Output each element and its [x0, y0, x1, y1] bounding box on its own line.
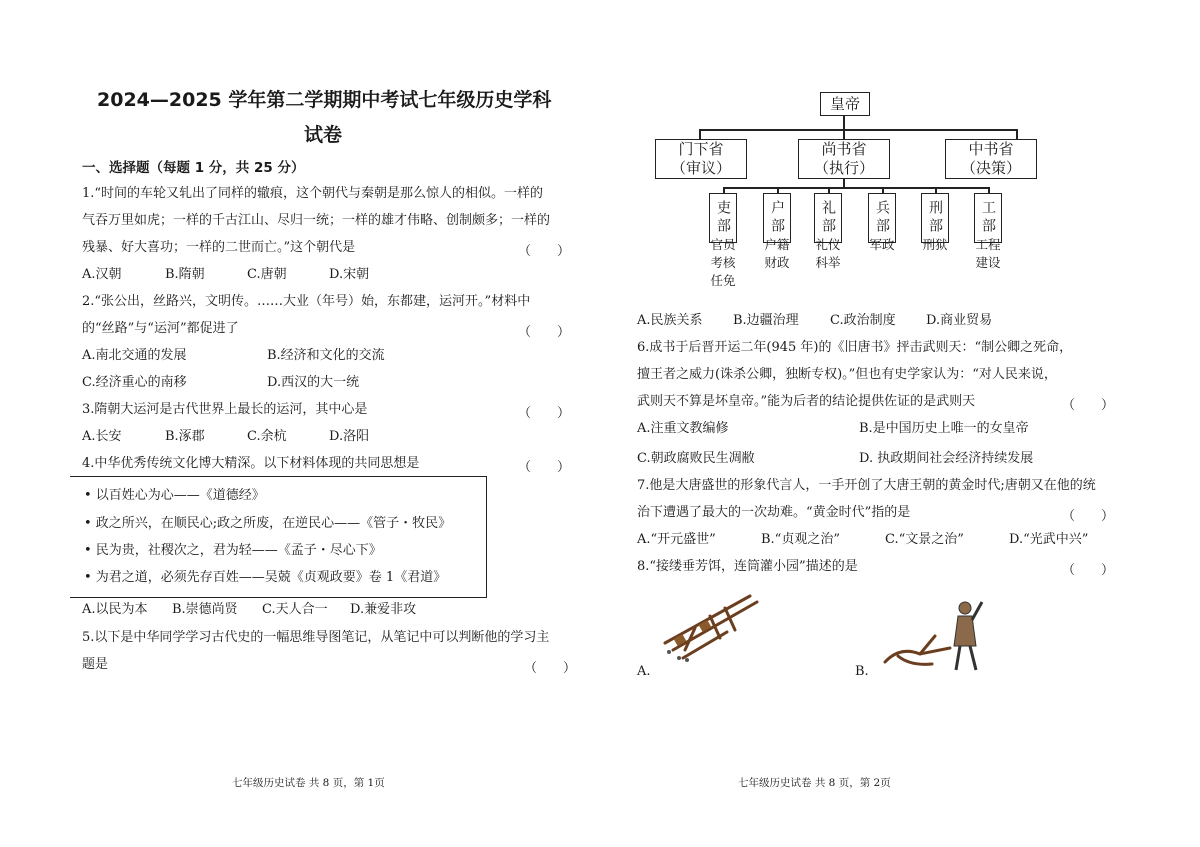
plough-illustration — [880, 596, 990, 676]
q5-option-d: D.商业贸易 — [926, 313, 993, 328]
q8-answer-blank: （ ） — [1062, 563, 1115, 578]
chart-dept-name: 刑部 — [927, 200, 943, 236]
q4-option-a: A.以民为本 — [82, 602, 148, 617]
q1-line3: 残暴、好大喜功；一样的二世而亡。”这个朝代是 — [82, 240, 356, 255]
q5-line2: 题是 — [82, 657, 109, 672]
q7-option-d: D.“光武中兴” — [1009, 532, 1089, 547]
q6-option-d: D. 执政期间社会经济持续发展 — [859, 451, 1034, 466]
chart-emperor-label: 皇帝 — [829, 94, 860, 113]
q4-quote-2: • 政之所兴，在顺民心;政之所废，在逆民心——《管子・牧民》 — [84, 516, 452, 531]
chart-shangshu-role: （执行） — [813, 159, 874, 177]
page-footer: 七年级历史试卷 共 8 页，第 2页 — [738, 777, 891, 789]
q4-quote-1: • 以百姓心为心——《道德经》 — [84, 488, 265, 503]
chart-zhongshu-box — [945, 139, 1037, 179]
q7-line2: 治下遭遇了最大的一次劫难。“黄金时代”指的是 — [637, 505, 911, 520]
chart-dept-duty: 工程建设 — [975, 237, 1001, 270]
q3-option-c: C.余杭 — [247, 429, 287, 444]
chart-dept-duty: 军政 — [869, 237, 895, 252]
q1-option-c: C.唐朝 — [247, 267, 287, 282]
q4-option-d: D.兼爱非攻 — [350, 602, 417, 617]
q3-option-b: B.涿郡 — [165, 429, 205, 444]
q6-option-b: B.是中国历史上唯一的女皇帝 — [859, 421, 1029, 436]
q3-line1: 3.隋朝大运河是古代世界上最长的运河，其中心是 — [82, 402, 368, 417]
q4-line1: 4.中华优秀传统文化博大精深。以下材料体现的共同思想是 — [82, 456, 420, 471]
q7-option-a: A.“开元盛世” — [637, 532, 716, 547]
q2-answer-blank: （ ） — [518, 325, 571, 340]
chart-dept-name: 户部 — [769, 200, 785, 236]
exam-title-suffix: 试卷 — [304, 124, 343, 146]
q7-option-b: B.“贞观之治” — [761, 532, 840, 547]
q5-option-c: C.政治制度 — [830, 313, 896, 328]
chart-dept-name: 兵部 — [874, 200, 890, 236]
q8-image-b-label: B. — [855, 664, 869, 679]
chart-connector — [699, 129, 1017, 131]
chart-connector — [723, 187, 988, 189]
q2-line2: 的“丝路”与“运河”都促进了 — [82, 321, 239, 336]
chart-dept-duty: 官员考核任免 — [710, 237, 736, 288]
chart-dept-name: 礼部 — [820, 200, 836, 236]
chart-menxia-role: （审议） — [670, 159, 731, 177]
chart-connector — [843, 116, 845, 130]
q3-option-d: D.洛阳 — [329, 429, 370, 444]
q7-line1: 7.他是大唐盛世的形象代言人，一手开创了大唐王朝的黄金时代;唐朝又在他的统 — [637, 478, 1096, 493]
chart-emperor-box — [820, 92, 870, 116]
chart-zhongshu-label: 中书省 — [968, 140, 1014, 158]
chart-menxia-label: 门下省 — [678, 140, 724, 158]
q6-option-c: C.朝政腐败民生凋敝 — [637, 451, 755, 466]
q6-line1: 6.成书于后晋开运二年(945 年)的《旧唐书》抨击武则天：“制公卿之死命， — [637, 340, 1073, 355]
q2-option-a: A.南北交通的发展 — [82, 348, 187, 363]
q3-answer-blank: （ ） — [518, 406, 571, 421]
q1-option-a: A.汉朝 — [82, 267, 122, 282]
q7-answer-blank: （ ） — [1062, 509, 1115, 524]
chart-shangshu-box — [798, 139, 890, 179]
exam-page-2 — [600, 0, 1200, 847]
q4-quote-3: • 民为贵，社稷次之，君为轻——《孟子・尽心下》 — [84, 543, 382, 558]
q5-option-a: A.民族关系 — [637, 313, 703, 328]
q2-option-d: D.西汉的大一统 — [267, 375, 360, 390]
section-heading: 一、选择题（每题 1 分，共 25 分） — [82, 160, 305, 176]
chart-zhongshu-role: （决策） — [960, 159, 1021, 177]
q3-option-a: A.长安 — [82, 429, 122, 444]
q1-option-d: D.宋朝 — [329, 267, 370, 282]
chart-dept-duty: 礼仪科举 — [815, 237, 841, 270]
q1-line2: 气吞万里如虎；一样的千古江山、尽归一统；一样的雄才伟略、创制颇多；一样的 — [82, 213, 551, 228]
chart-dept-duty: 刑狱 — [922, 237, 948, 252]
q6-line2: 擅王者之威力(诛杀公卿，独断专权)。”但也有史学家认为：“对人民来说， — [637, 367, 1057, 382]
q7-option-c: C.“文景之治” — [885, 532, 964, 547]
q6-option-a: A.注重文教编修 — [637, 421, 729, 436]
exam-title: 2024—2025 学年第二学期期中考试七年级历史学科 — [97, 89, 552, 111]
page-footer: 七年级历史试卷 共 8 页，第 1页 — [232, 777, 385, 789]
q2-option-b: B.经济和文化的交流 — [267, 348, 385, 363]
q5-answer-blank: （ ） — [524, 661, 577, 676]
chart-dept-name: 工部 — [980, 200, 996, 236]
q8-image-a-label: A. — [637, 664, 651, 679]
q8-line1: 8.“接缕垂芳饵，连筒灌小园”描述的是 — [637, 559, 858, 574]
chart-shangshu-label: 尚书省 — [821, 140, 867, 158]
q4-answer-blank: （ ） — [518, 460, 571, 475]
chart-dept-duty: 户籍财政 — [764, 237, 790, 270]
q6-line3: 武则天不算是坏皇帝。”能为后者的结论提供佐证的是武则天 — [637, 394, 976, 409]
q4-option-b: B.崇德尚贤 — [172, 602, 238, 617]
q5-line1: 5.以下是中华同学学习古代史的一幅思维导图笔记，从笔记中可以判断他的学习主 — [82, 630, 550, 645]
chart-menxia-box — [655, 139, 747, 179]
q5-option-b: B.边疆治理 — [733, 313, 799, 328]
q1-option-b: B.隋朝 — [165, 267, 205, 282]
q1-answer-blank: （ ） — [518, 244, 571, 259]
chart-dept-name: 吏部 — [715, 200, 731, 236]
q2-line1: 2.“张公出，丝路兴，文明传。……大业（年号）始，东都建，运河开。”材料中 — [82, 294, 531, 309]
q4-quote-4: • 为君之道，必须先存百姓——吴兢《贞观政要》卷 1《君道》 — [84, 570, 447, 585]
chain-pump-illustration — [655, 588, 765, 668]
q1-line1: 1.“时间的车轮又轧出了同样的辙痕，这个朝代与秦朝是那么惊人的相似。一样的 — [82, 186, 544, 201]
q6-answer-blank: （ ） — [1062, 398, 1115, 413]
q4-option-c: C.天人合一 — [262, 602, 328, 617]
q2-option-c: C.经济重心的南移 — [82, 375, 187, 390]
